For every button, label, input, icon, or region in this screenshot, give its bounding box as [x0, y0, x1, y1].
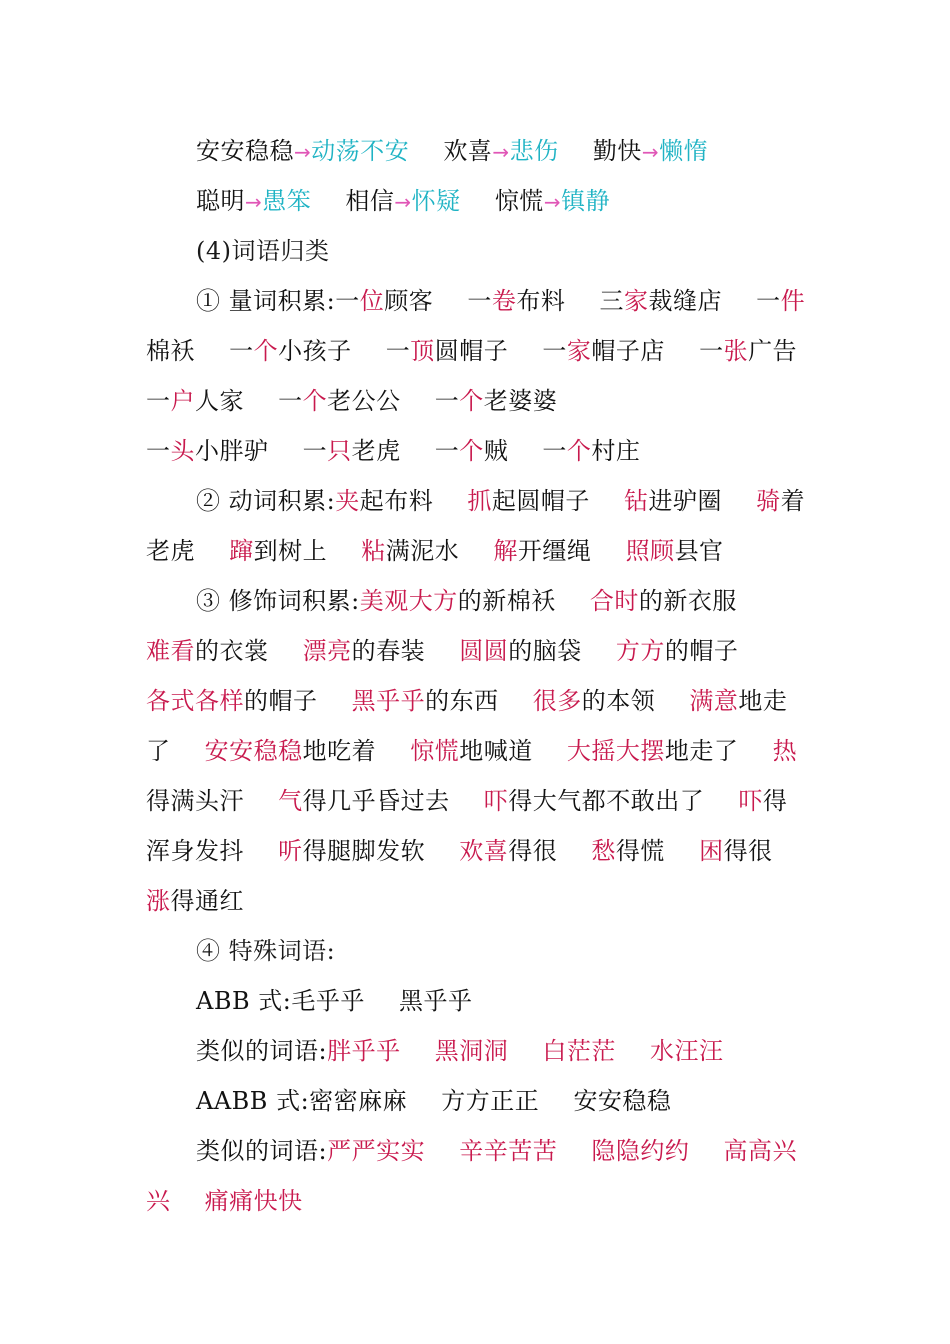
modifiers-label: ③ 修饰词积累:	[196, 587, 360, 615]
aabb-similar-line-1: 类似的词语:严严实实 辛辛苦苦 隐隐约约 高高兴	[196, 1137, 798, 1165]
abb-label: ABB 式:	[196, 987, 292, 1015]
measure-word: 个	[459, 387, 484, 415]
modifier: 圆圆	[459, 637, 509, 665]
measure-word: 户	[170, 387, 195, 415]
antonym-answer: 镇静	[561, 187, 611, 215]
abb-similar-line: 类似的词语:胖乎乎 黑洞洞 白茫茫 水汪汪	[196, 1037, 724, 1065]
special-heading: ④ 特殊词语:	[196, 937, 336, 965]
modifier: 惊慌	[410, 737, 460, 765]
measure-word: 顶	[410, 337, 435, 365]
modifier: 美观大方	[359, 587, 458, 615]
antonym-answer: 懒惰	[659, 137, 709, 165]
modifier: 方方	[615, 637, 665, 665]
measure-words-line-1: ① 量词积累:一位顾客 一卷布料 三家裁缝店 一件	[196, 287, 806, 315]
verb: 夹	[335, 487, 360, 515]
antonym-word: 惊慌	[494, 187, 544, 215]
measure-word: 家	[624, 287, 649, 315]
modifiers-line-6: 浑身发抖 听得腿脚发软 欢喜得很 愁得慌 困得很	[146, 837, 773, 865]
antonym-word: 勤快	[592, 137, 642, 165]
measure-word: 个	[302, 387, 328, 415]
modifier: 涨	[146, 887, 171, 915]
modifier: 黑乎乎	[351, 687, 426, 715]
section-heading: (4)词语归类	[196, 237, 330, 265]
antonym-word: 安安稳稳	[196, 137, 294, 165]
modifiers-line-5: 得满头汗 气得几乎昏过去 吓得大气都不敢出了 吓得	[146, 787, 788, 815]
measure-word: 件	[780, 287, 806, 315]
verb: 骑	[756, 487, 781, 515]
modifier: 难看	[146, 637, 195, 665]
modifiers-line-2: 难看的衣裳 漂亮的春装 圆圆的脑袋 方方的帽子	[146, 637, 739, 665]
similar-label: 类似的词语:	[196, 1137, 328, 1165]
measure-word: 卷	[491, 287, 517, 315]
modifier: 欢喜	[459, 837, 509, 865]
verb: 粘	[361, 537, 386, 565]
similar-label: 类似的词语:	[196, 1037, 328, 1065]
arrow-icon: →	[641, 140, 660, 164]
modifier: 愁	[591, 837, 616, 865]
antonym-word: 欢喜	[443, 137, 493, 165]
verb: 钻	[624, 487, 649, 515]
measure-words-line-4: 一头小胖驴 一只老虎 一个贼 一个村庄	[146, 437, 641, 465]
modifier: 安安稳稳	[204, 737, 303, 765]
modifier: 困	[699, 837, 724, 865]
antonym-row-2	[196, 184, 610, 219]
measure-word: 只	[327, 437, 352, 465]
modifier: 合时	[589, 587, 639, 615]
modifier: 气	[278, 787, 303, 815]
arrow-icon: →	[543, 190, 562, 214]
modifier: 各式各样	[146, 687, 244, 715]
verbs-line-1: ② 动词积累:夹起布料 抓起圆帽子 钻进驴圈 骑着	[196, 487, 806, 515]
verbs-line-2: 老虎 蹿到树上 粘满泥水 解开缰绳 照顾县官	[146, 537, 724, 565]
modifier: 大摇大摆	[566, 737, 665, 765]
aabb-label: AABB 式:	[196, 1087, 310, 1115]
measure-word: 张	[723, 337, 749, 365]
antonym-word: 聪明	[196, 187, 245, 215]
antonym-answer: 愚笨	[262, 187, 312, 215]
arrow-icon: →	[492, 140, 510, 164]
verb: 蹿	[229, 537, 254, 565]
antonym-answer: 动荡不安	[311, 137, 410, 165]
antonym-answer: 怀疑	[411, 187, 461, 215]
antonym-word: 相信	[345, 187, 395, 215]
verb: 抓	[467, 487, 492, 515]
arrow-icon: →	[394, 190, 412, 214]
modifier: 满意	[689, 687, 739, 715]
modifier: 吓	[483, 787, 509, 815]
modifier: 热	[772, 737, 798, 765]
measure-word: 个	[459, 437, 484, 465]
abb-line: ABB 式:毛乎乎 黑乎乎	[196, 987, 473, 1015]
verb: 解	[493, 537, 518, 565]
arrow-icon: →	[245, 190, 263, 214]
measure-words-line-3: 一户人家 一个老公公 一个老婆婆	[146, 387, 558, 415]
modifiers-line-3: 各式各样的帽子 黑乎乎的东西 很多的本领 满意地走	[146, 687, 788, 715]
modifiers-line-1: ③ 修饰词积累:美观大方的新棉袄 合时的新衣服	[196, 587, 737, 615]
modifiers-line-7: 涨得通红	[146, 887, 244, 915]
verb: 照顾	[625, 537, 675, 565]
measure-word: 个	[566, 437, 592, 465]
measure-words-line-2: 棉袄 一个小孩子 一顶圆帽子 一家帽子店 一张广告	[146, 337, 798, 365]
modifiers-line-4: 了 安安稳稳地吃着 惊慌地喊道 大摇大摆地走了 热	[146, 737, 798, 765]
modifier: 吓	[738, 787, 763, 815]
modifier: 听	[278, 837, 303, 865]
measure-word: 家	[566, 337, 592, 365]
arrow-icon: →	[294, 140, 312, 164]
antonym-row-1	[196, 134, 708, 169]
modifier: 很多	[532, 687, 582, 715]
measure-word: 头	[170, 437, 195, 465]
measure-word: 位	[359, 287, 385, 315]
verbs-label: ② 动词积累:	[196, 487, 336, 515]
measure-label: ① 量词积累:	[196, 287, 336, 315]
measure-word: 个	[253, 337, 279, 365]
antonym-answer: 悲伤	[509, 137, 559, 165]
aabb-similar-line-2: 兴 痛痛快快	[146, 1187, 303, 1215]
aabb-line: AABB 式:密密麻麻 方方正正 安安稳稳	[196, 1087, 672, 1115]
modifier: 漂亮	[302, 637, 352, 665]
